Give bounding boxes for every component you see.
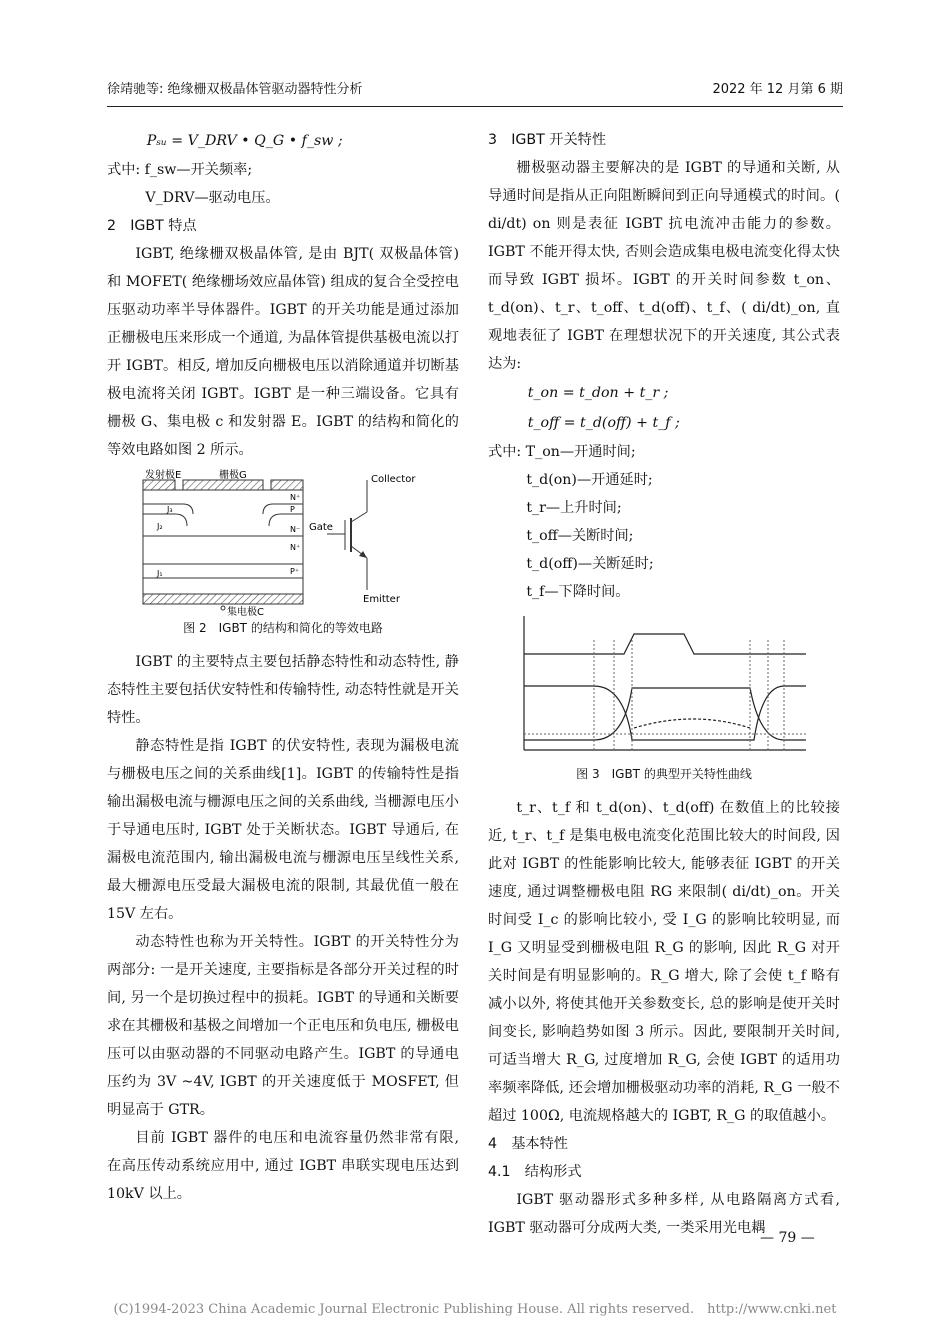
toff-equation: t_off = t_d(off) + t_f ; bbox=[527, 415, 680, 431]
paragraph: IGBT 驱动器形式多种多样, 从电路隔离方式看, IGBT 驱动器可分成两大类, 一类采用光电耦 bbox=[488, 1192, 840, 1236]
label-collector-c: 集电极C bbox=[227, 607, 264, 616]
def-line: 式中: T_on—开通时间; bbox=[488, 444, 636, 460]
paragraph: 静态特性是指 IGBT 的伏安特性, 表现为漏极电流与栅极电压之间的关系曲线[1]。IGBT 的传输特性是指输出漏极电流与栅源电压之间的关系曲线, 当栅源电压小于导通电压时, IGBT 处于关断状态。IGBT 导通后, 在漏极电流范围内, 输出漏极电流与栅源电压呈线性关系, 最大栅源电压受最大漏极电流的限制, 其最优值一般在 15V 左右。 bbox=[107, 738, 459, 922]
paragraph: IGBT 的主要特点主要包括静态特性和动态特性, 静态特性主要包括伏安特性和传输特性, 动态特性就是开关特性。 bbox=[107, 654, 459, 726]
paragraph: t_r、t_f 和 t_d(on)、t_d(off) 在数值上的比较接近, t_r、t_f 是集电极电流变化范围比较大的时间段, 因此对 IGBT 的性能影响比较大, 能够表征 IGBT 的开关速度, 通过调整栅极电阻 RG 来限制( di/dt)_on。开关时间受 I_c 的影响比较小, 受 I_G 的影响比较明显, 而 I_G 又明显受到栅极电阻 R_G 的影响, 因此 R_G 对开关时间是有明显影响的。R_G 增大, 除了会使 t_f 略有减小以外, 将使其他开关参数变长, 总的影响是使开关时间变长, 影响趋势如图 3 所示。因此, 要限制开关时间, 可适当增大 R_G, 过度增加 R_G, 会使 IGBT 的适用功率频率降低, 还会增加栅极驱动功率的消耗, R_G 一般不超过 100Ω, 电流规格越大的 IGBT, R_G 的取值越小。 bbox=[488, 800, 840, 1124]
def-line: t_off—关断时间; bbox=[526, 528, 634, 544]
def-line: t_f—下降时间。 bbox=[526, 584, 630, 600]
label-emitter-e: 发射极E bbox=[145, 470, 182, 481]
label-emitter: Emitter bbox=[363, 594, 400, 605]
label-gate: Gate bbox=[309, 522, 333, 533]
section-2-heading: 2 IGBT 特点 bbox=[107, 218, 197, 234]
section-3-heading: 3 IGBT 开关特性 bbox=[488, 132, 607, 148]
power-equation: Pₛᵤ = V_DRV • Q_G • f_sw ; bbox=[146, 133, 343, 149]
section-4-1-heading: 4.1 结构形式 bbox=[488, 1164, 582, 1180]
equation-def-fsw: 式中: f_sw—开关频率; bbox=[107, 162, 253, 178]
label-gate-g: 栅极G bbox=[219, 470, 247, 481]
label-p: P bbox=[290, 505, 295, 514]
right-column bbox=[488, 126, 840, 1242]
paragraph: 动态特性也称为开关特性。IGBT 的开关特性分为两部分: 一是开关速度, 主要指标是各部分开关过程的时间, 另一个是切换过程中的损耗。IGBT 的导通和关断要求在其栅极和基极之间增加一个正电压和负电压, 栅极电压可以由驱动器的不同驱动电路产生。IGBT 的导通电压约为 3V ~4V, IGBT 的开关速度低于 MOSFET, 但明显高于 GTR。 bbox=[107, 934, 459, 1118]
def-line: t_d(on)—开通延时; bbox=[526, 472, 653, 488]
header-issue: 2022 年 12 月第 6 期 bbox=[712, 82, 843, 97]
page-number: — 79 — bbox=[760, 1230, 815, 1246]
def-line: t_r—上升时间; bbox=[526, 500, 622, 516]
figure-2-igbt-structure bbox=[123, 468, 443, 616]
copyright-footer: (C)1994-2023 China Academic Journal Electronic Publishing House. All rights reserved. http://www.cnki.net bbox=[113, 1302, 837, 1317]
label-j2: J₂ bbox=[157, 522, 163, 531]
header-title: 徐靖驰等: 绝缘栅双极晶体管驱动器特性分析 bbox=[107, 82, 363, 97]
label-j3: J₃ bbox=[167, 505, 173, 514]
running-header bbox=[107, 78, 843, 107]
equation-def-vdrv: V_DRV—驱动电压。 bbox=[145, 190, 280, 206]
label-p-plus: P⁺ bbox=[290, 567, 300, 576]
label-n-minus: N⁻ bbox=[290, 525, 301, 534]
figure-3-switching-curves bbox=[514, 610, 814, 762]
figure-3-caption: 图 3 IGBT 的典型开关特性曲线 bbox=[576, 767, 752, 781]
label-n-plus-2: N⁺ bbox=[290, 543, 301, 552]
left-column bbox=[107, 126, 459, 1208]
def-line: t_d(off)—关断延时; bbox=[526, 556, 654, 572]
paragraph: IGBT, 绝缘栅双极晶体管, 是由 BJT( 双极晶体管) 和 MOFET( 绝缘栅场效应晶体管) 组成的复合全受控电压驱动功率半导体器件。IGBT 的开关功能是通过添加正栅极电压来形成一个通道, 为晶体管提供基极电流以打开 IGBT。相反, 增加反向栅极电压以消除通道并切断基极电流将关闭 IGBT。IGBT 是一种三端设备。它具有栅极 G、集电极 c 和发射器 E。IGBT 的结构和简化的等效电路如图 2 所示。 bbox=[107, 246, 459, 458]
section-4-heading: 4 基本特性 bbox=[488, 1136, 568, 1152]
label-collector: Collector bbox=[371, 474, 416, 485]
label-j1: J₁ bbox=[157, 569, 163, 578]
label-n-plus: N⁺ bbox=[290, 493, 301, 502]
paragraph: 目前 IGBT 器件的电压和电流容量仍然非常有限, 在高压传动系统应用中, 通过 IGBT 串联实现电压达到 10kV 以上。 bbox=[107, 1130, 459, 1202]
figure-2-caption: 图 2 IGBT 的结构和简化的等效电路 bbox=[183, 621, 383, 635]
ton-equation: t_on = t_don + t_r ; bbox=[527, 385, 669, 401]
paragraph: 栅极驱动器主要解决的是 IGBT 的导通和关断, 从导通时间是指从正向阻断瞬间到正向导通模式的时间。( di/dt) on 则是表征 IGBT 抗电流冲击能力的参数。IGBT 不能开得太快, 否则会造成集电极电流变化得太快而导致 IGBT 损坏。IGBT 的开关时间参数 t_on、t_d(on)、t_r、t_off、t_d(off)、t_f、( di/dt)_on, 直观地表征了 IGBT 在理想状况下的开关速度, 其公式表达为: bbox=[488, 160, 840, 372]
